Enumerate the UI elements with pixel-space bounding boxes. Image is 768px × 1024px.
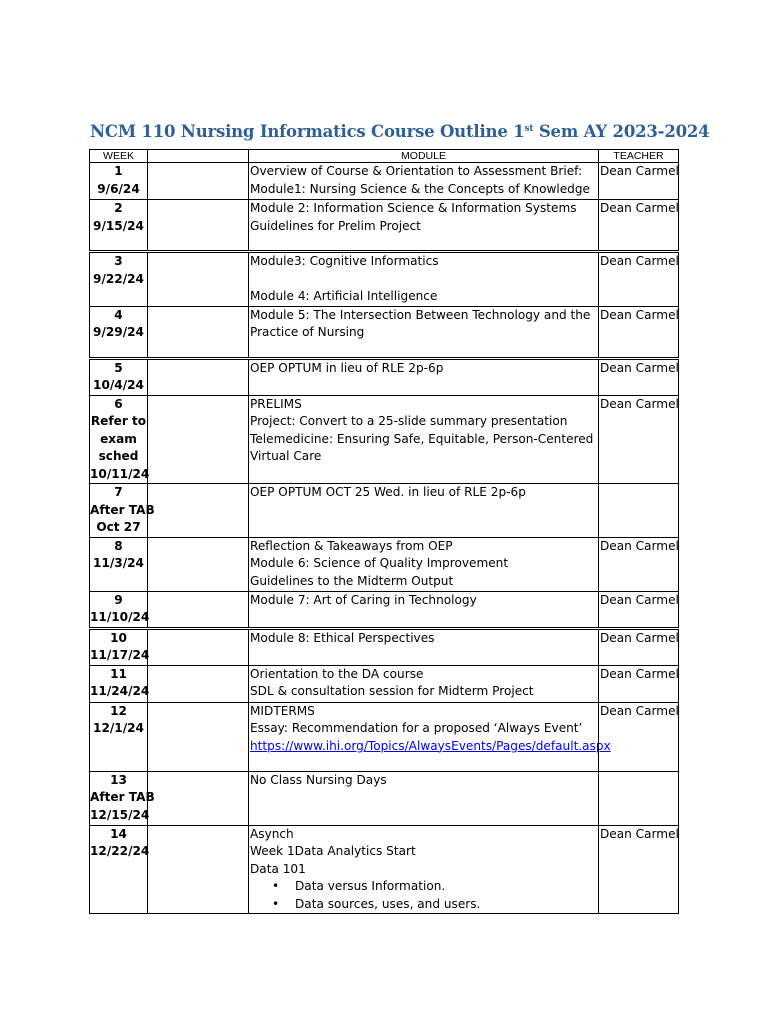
module-line: Guidelines to the Midterm Output xyxy=(250,573,454,588)
week-line: sched xyxy=(98,449,139,463)
week-line: 12/1/24 xyxy=(93,721,144,735)
title-prefix: NCM 110 Nursing Informatics Course Outline 1 xyxy=(90,122,525,141)
module-line: Module3: Cognitive Informatics xyxy=(250,254,439,268)
module-cell xyxy=(249,252,599,307)
teacher-cell xyxy=(599,484,679,538)
week-line: 9/15/24 xyxy=(93,218,144,233)
table-row xyxy=(90,306,679,358)
blank-cell xyxy=(148,163,249,200)
week-line: 11/17/24 xyxy=(90,648,150,662)
module-line: Module 5: The Intersection Between Technology and the xyxy=(250,307,591,322)
module-cell xyxy=(249,306,599,358)
module-cell xyxy=(249,163,599,200)
week-line: 10/4/24 xyxy=(93,378,144,392)
always-events-link[interactable]: https://www.ihi.org/Topics/AlwaysEvents/Pages/default.aspx xyxy=(250,738,611,753)
blank-cell xyxy=(148,771,249,825)
week-cell xyxy=(90,702,148,771)
week-line: 9 xyxy=(114,592,123,607)
teacher-cell: Dean Carmel xyxy=(599,395,679,484)
week-line: 9/6/24 xyxy=(97,181,140,196)
week-cell xyxy=(90,395,148,484)
blank-cell xyxy=(148,702,249,771)
module-line: Module 4: Artificial Intelligence xyxy=(250,289,438,303)
week-cell xyxy=(90,358,148,395)
module-line: Essay: Recommendation for a proposed ‘Always Event’ xyxy=(250,721,583,735)
week-line: 10/11/24 xyxy=(90,466,150,481)
module-cell xyxy=(249,665,599,702)
teacher-cell: Dean Carmel xyxy=(599,163,679,200)
blank-cell xyxy=(148,395,249,484)
module-line: OEP OPTUM in lieu of RLE 2p-6p xyxy=(250,360,444,375)
module-cell xyxy=(249,825,599,914)
module-cell xyxy=(249,771,599,825)
module-line: SDL & consultation session for Midterm Project xyxy=(250,684,534,698)
blank-cell xyxy=(148,591,249,628)
blank-cell xyxy=(148,358,249,395)
module-line: Orientation to the DA course xyxy=(250,666,424,681)
week-line: 11/10/24 xyxy=(90,610,150,624)
teacher-cell: Dean Carmel xyxy=(599,628,679,665)
module-line xyxy=(250,271,598,289)
header-module: MODULE xyxy=(249,150,599,163)
week-line: After TAB xyxy=(90,502,155,517)
table-row xyxy=(90,484,679,538)
teacher-cell: Dean Carmel xyxy=(599,252,679,307)
week-line: 1 xyxy=(114,164,123,178)
module-line: Virtual Care xyxy=(250,449,322,463)
week-cell xyxy=(90,200,148,252)
module-line: No Class Nursing Days xyxy=(250,772,387,787)
blank-cell xyxy=(148,200,249,252)
course-outline-table xyxy=(89,149,679,914)
week-line: 6 xyxy=(114,396,123,411)
bullet-item: • Data sources, uses, and users. xyxy=(295,896,598,914)
module-line: Module 2: Information Science & Information Systems xyxy=(250,201,577,215)
header-week: WEEK xyxy=(90,150,148,163)
table-row xyxy=(90,628,679,665)
week-line: 2 xyxy=(114,201,123,215)
module-line: Module1: Nursing Science & the Concepts of Knowledge xyxy=(250,181,590,196)
module-line: Module 7: Art of Caring in Technology xyxy=(250,592,477,607)
week-cell xyxy=(90,306,148,358)
table-row xyxy=(90,825,679,914)
table-row xyxy=(90,163,679,200)
table-header-row xyxy=(90,150,679,163)
blank-cell xyxy=(148,484,249,538)
module-line: Module 8: Ethical Perspectives xyxy=(250,630,435,645)
week-line: 14 xyxy=(110,826,127,841)
week-cell xyxy=(90,163,148,200)
module-line: Module 6: Science of Quality Improvement xyxy=(250,556,509,570)
teacher-cell: Dean Carmel xyxy=(599,825,679,914)
week-line: Oct 27 xyxy=(96,520,141,534)
week-line: 12/15/24 xyxy=(90,807,150,822)
week-line: Refer to xyxy=(90,414,147,428)
header-teacher: TEACHER xyxy=(599,150,679,163)
week-line: 11 xyxy=(110,666,127,681)
module-cell xyxy=(249,200,599,252)
table-row xyxy=(90,771,679,825)
week-line: 3 xyxy=(114,254,123,268)
table-row xyxy=(90,200,679,252)
table-row xyxy=(90,591,679,628)
module-line: Asynch xyxy=(250,826,294,841)
week-cell xyxy=(90,665,148,702)
week-line: 12 xyxy=(110,703,127,718)
table-row xyxy=(90,537,679,591)
bullet-list xyxy=(250,878,598,913)
title-superscript: st xyxy=(524,124,534,134)
module-line: Reflection & Takeaways from OEP xyxy=(250,538,453,553)
week-cell xyxy=(90,252,148,307)
blank-cell xyxy=(148,665,249,702)
week-line: 11/3/24 xyxy=(93,556,144,570)
blank-cell xyxy=(148,537,249,591)
teacher-cell: Dean Carmel xyxy=(599,591,679,628)
blank-cell xyxy=(148,825,249,914)
week-cell xyxy=(90,537,148,591)
week-line: 13 xyxy=(110,772,127,787)
teacher-cell: Dean Carmel xyxy=(599,200,679,252)
blank-cell xyxy=(148,306,249,358)
week-line: 5 xyxy=(114,360,123,375)
week-cell xyxy=(90,771,155,825)
module-line: Overview of Course & Orientation to Assessment Brief: xyxy=(250,164,583,178)
teacher-cell: Dean Carmel xyxy=(599,702,679,771)
module-cell xyxy=(249,702,611,771)
week-line: 4 xyxy=(114,307,123,322)
module-line: MIDTERMS xyxy=(250,703,315,718)
table-row xyxy=(90,395,679,484)
module-cell xyxy=(249,358,599,395)
week-cell xyxy=(90,825,148,914)
week-line: 12/22/24 xyxy=(90,844,150,858)
bullet-item: • Data versus Information. xyxy=(295,878,598,896)
week-line: exam xyxy=(100,431,137,446)
week-line: 11/24/24 xyxy=(90,684,150,698)
module-line: Project: Convert to a 25-slide summary presentation xyxy=(250,414,568,428)
module-cell xyxy=(249,484,599,538)
module-line: PRELIMS xyxy=(250,396,302,411)
module-cell xyxy=(249,591,599,628)
table-row xyxy=(90,252,679,307)
week-line: 7 xyxy=(114,485,123,499)
table-row xyxy=(90,358,679,395)
blank-cell xyxy=(148,628,249,665)
module-line: Guidelines for Prelim Project xyxy=(250,218,421,233)
module-line: Telemedicine: Ensuring Safe, Equitable, Person-Centered xyxy=(250,431,594,446)
header-blank xyxy=(148,150,249,163)
module-cell xyxy=(249,395,599,484)
teacher-cell: Dean Carmel xyxy=(599,665,679,702)
week-line: 9/22/24 xyxy=(93,271,144,286)
module-line: OEP OPTUM OCT 25 Wed. in lieu of RLE 2p-6p xyxy=(250,485,526,499)
teacher-cell: Dean Carmel xyxy=(599,358,679,395)
teacher-cell xyxy=(599,771,679,825)
table-row xyxy=(90,665,679,702)
blank-cell xyxy=(148,252,249,307)
module-line: Week 1Data Analytics Start xyxy=(250,844,416,858)
teacher-cell: Dean Carmel xyxy=(599,537,679,591)
week-cell xyxy=(90,591,148,628)
module-line: Data 101 xyxy=(250,861,306,876)
week-line: After TAB xyxy=(90,790,155,804)
week-line: 10 xyxy=(110,630,127,645)
week-line: 8 xyxy=(114,538,123,553)
week-cell xyxy=(90,484,155,538)
teacher-cell: Dean Carmel xyxy=(599,306,679,358)
module-cell xyxy=(249,537,599,591)
table-row xyxy=(90,702,679,771)
title-suffix: Sem AY 2023-2024 xyxy=(533,122,710,141)
module-cell xyxy=(249,628,599,665)
module-line: Practice of Nursing xyxy=(250,325,365,339)
document-title xyxy=(90,122,709,141)
week-line: 9/29/24 xyxy=(93,325,144,339)
week-cell xyxy=(90,628,148,665)
